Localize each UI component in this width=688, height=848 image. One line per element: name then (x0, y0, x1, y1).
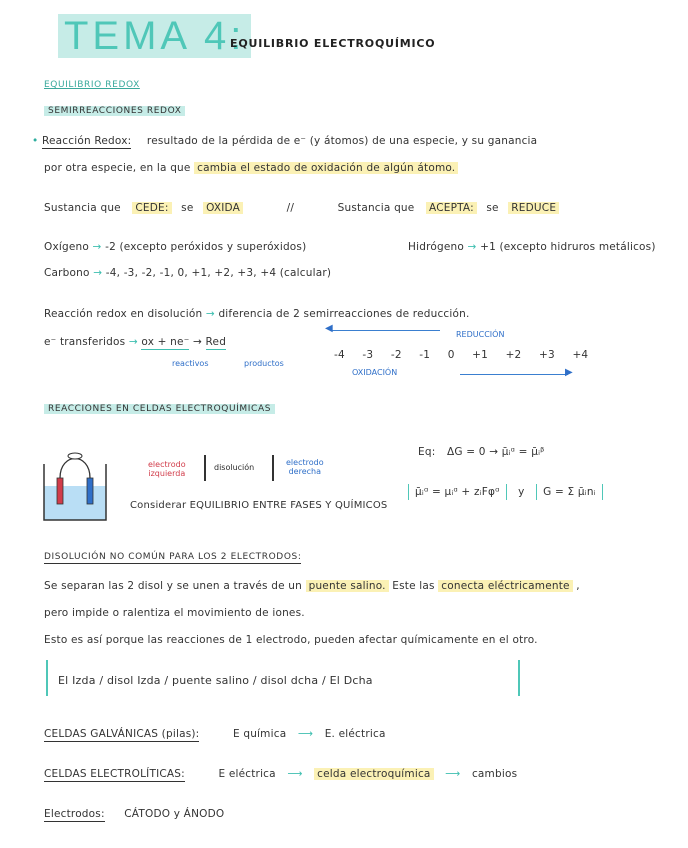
celdas-electroliticas-line: CELDAS ELECTROLÍTICAS: E eléctrica ⟶ celda electroquímica ⟶ cambios (44, 768, 518, 780)
divider (272, 455, 274, 481)
disolucion-label: disolución (214, 463, 255, 472)
arrow-icon: → (467, 241, 481, 253)
arrow-icon: → (205, 308, 219, 320)
arrow-icon: → (92, 241, 106, 253)
divider (204, 455, 206, 481)
label-oxidacion: OXIDACIÓN (352, 368, 398, 377)
definition-line-2: por otra especie, en la que cambia el estado de oxidación de algún átomo. (44, 162, 458, 174)
paragraph-line-3: Esto es así porque las reacciones de 1 electrodo, pueden afectar químicamente en el otro. (44, 634, 538, 646)
oxidacion-arrow (460, 374, 568, 375)
oxidation-scale: -4 -3 -2 -1 0 +1 +2 +3 +4 (334, 349, 589, 361)
label-reactivos: reactivos (172, 359, 209, 368)
section-heading-equilibrio-redox: EQUILIBRIO REDOX (44, 80, 140, 90)
definition-line-1: • Reacción Redox: resultado de la pérdida de e⁻ (y átomos) de una especie, y su ganancia (32, 135, 538, 147)
arrow-icon: → (93, 267, 106, 279)
oxigeno-line: Oxígeno → -2 (excepto peróxidos y superóxidos) (44, 241, 307, 253)
arrow-icon: → (128, 336, 142, 348)
celdas-galvanicas-line: CELDAS GALVÁNICAS (pilas): E química ⟶ E. eléctrica (44, 728, 386, 740)
paragraph-line-2: pero impide o ralentiza el movimiento de iones. (44, 607, 305, 619)
electrodo-izquierda: electrodo izquierda (148, 460, 186, 478)
equilibrium-condition: Eq: ΔG = 0 → μ̄ᵢᵅ = μ̄ᵢᵝ (418, 446, 545, 458)
label-reduccion: REDUCCIÓN (456, 330, 505, 339)
arrow-right-icon: ▶ (565, 367, 573, 378)
etransferidos-line: e⁻ transferidos → ox + ne⁻ → Red (44, 336, 227, 348)
considerar-line: Considerar EQUILIBRIO ENTRE FASES Y QUÍMICOS (130, 500, 388, 511)
box-left-bar (46, 660, 48, 696)
electrodo-derecha: electrodo derecha (286, 458, 324, 476)
electrochemical-cell-diagram-icon (40, 448, 112, 524)
disolucion-heading: DISOLUCIÓN NO COMÚN PARA LOS 2 ELECTRODOS: (44, 552, 302, 562)
hidrogeno-line: Hidrógeno → +1 (excepto hidruros metálicos) (408, 241, 656, 253)
redox-disolucion-line: Reacción redox en disolución → diferencia de 2 semirreacciones de reducción. (44, 308, 470, 320)
subheading-semirreacciones: SEMIRREACCIONES REDOX (44, 106, 185, 116)
box-right-bar (518, 660, 520, 696)
label-productos: productos (244, 359, 284, 368)
arrow-left-icon: ◀ (325, 323, 333, 334)
paragraph-line-1: Se separan las 2 disol y se unen a través de un puente salino. Este las conecta eléctricamente , (44, 580, 580, 592)
bullet-icon: • (32, 135, 39, 147)
cede-line: Sustancia que CEDE: se OXIDA // Sustancia que ACEPTA: se REDUCE (44, 202, 559, 214)
cell-notation-diagram: El Izda / disol Izda / puente salino / disol dcha / El Dcha (58, 674, 373, 687)
reduccion-arrow (330, 330, 440, 331)
electrodos-line: Electrodos: CÁTODO y ÁNODO (44, 808, 225, 820)
carbono-line: Carbono → -4, -3, -2, -1, 0, +1, +2, +3, +4 (calcular) (44, 267, 332, 279)
potential-formulas: μ̄ᵢᵅ = μᵢᵅ + zᵢFφᵅ y G = Σ μ̄ᵢnᵢ (408, 486, 603, 498)
section-heading-celdas: REACCIONES EN CELDAS ELECTROQUÍMICAS (44, 404, 275, 414)
page-title: TEMA 4: (58, 14, 251, 59)
page-subtitle: EQUILIBRIO ELECTROQUÍMICO (230, 37, 436, 50)
